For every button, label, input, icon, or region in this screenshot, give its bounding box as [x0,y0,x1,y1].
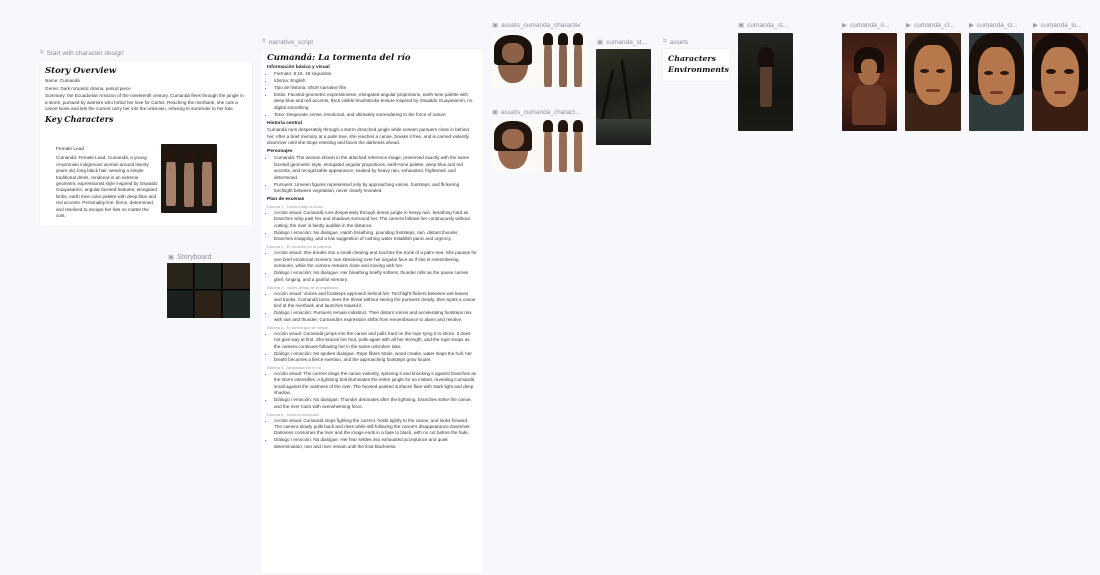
list-item: • Acción visual: Cumandá runs desperately through dense jungle in heavy rain, breathing hard as branches whip past her and shadows surround her. The camera follows her continuously without cutting; the river is faintly audible in the distance. [274,210,477,229]
video-3-label[interactable]: ▶ cumanda_cl... [969,21,1018,29]
video-3-thumbnail[interactable] [969,33,1024,131]
scene-items [267,331,477,364]
basic-info-list [267,71,477,118]
assets-character-2-label[interactable]: ▣ assets_cumanda_charact... [492,108,581,116]
video-1-label[interactable]: ▶ cumanda_ri... [842,21,890,29]
list-item: • Diálogo / emoción: No dialogue. Her fear settles into exhausted acceptance and quiet determination; rain and river remain until the final blackness. [274,437,477,450]
video-4-thumbnail[interactable] [1032,33,1088,131]
story-summary: Summary: the Ecuadorian Amazon of the nineteenth century, Cumandá flees through the jungle in a storm, pursued by warriors who forbid her love for Carlos. Reaching the riverbank, she cuts a canoe loose and lets the current carry her into the unknown, refusing to surrender to her fate. [45,93,244,111]
list-item: • Acción visual: Voices and footsteps approach behind her. Torchlight flickers between wet leaves and trunks. Cumandá turns, sees the threat without seeing the pursuers clearly, then spots a canoe tied at the riverbank and launches toward it. [274,291,477,310]
video-4-label[interactable]: ▶ cumanda_lo... [1033,21,1082,29]
story-overview-heading: Story Overview [45,66,117,76]
basic-info-heading: Información básica y visual [267,65,330,70]
list-item: • Diálogo / emoción: Pursuers remain indistinct. Their distant voices and accelerating footsteps mix with rain and thunder; Cumandá's expression shifts from remembrance to alarm and resolve. [274,310,477,323]
script-card[interactable] [261,49,483,573]
characters-list [267,155,477,194]
scene-title: Escena 1 - Carrera bajo la lluvia [267,204,323,210]
video-2-label[interactable]: ▶ cumanda_cl... [906,21,955,29]
lead-description: Cumandá: Female Lead, Cumandá, a young Amazonian indigenous woman around twenty years old, long black hair, wearing a simple traditional dress, rendered in an extreme geometric expressionist style inspired by Oswaldo Guayasamín, angular faceted features, elongated limbs, earth tone color palette with deep blue and red accents. Personality line: fierce, determined, and resolved to escape her fate no matter the cost. [56,155,158,219]
assets-character-2-image[interactable] [492,120,589,173]
scene-items [267,291,477,324]
scene-title: Escena 3 - Voces detrás de la vegetación [267,284,339,290]
scene-items [267,250,477,283]
scene-title: Escena 4 - El control que se rompe [267,324,328,330]
cumanda-st-label[interactable]: ▣ cumanda_st... [597,38,647,46]
scene-items [267,418,477,451]
video-play-icon: ▶ [906,22,911,29]
lead-character-image[interactable] [161,144,217,213]
assets-environments-link[interactable]: Environments [668,65,729,74]
characters-heading: Personajes [267,149,293,155]
storyboard-label[interactable]: ▣ Storyboard [168,253,212,261]
image-icon: ▣ [738,22,745,29]
image-icon: ▣ [492,22,499,29]
list-item: • Diálogo / emoción: No dialogue. Harsh breathing, pounding footsteps, rain, distant thunder, branches snapping, and a low suggestion of rushing water establish panic and urgency. [274,230,477,243]
video-play-icon: ▶ [1033,22,1038,29]
video-1-thumbnail[interactable] [842,33,897,131]
image-icon: ▣ [492,109,499,116]
node-grid-icon: ⌗ [40,49,44,56]
list-item: • Diálogo / emoción: No spoken dialogue. Rope fibers strain, wood creaks, water slaps the hull, her breath becomes a fierce exertion, and the approaching footsteps grow louder. [274,351,477,364]
central-story-heading: Historia central [267,121,302,127]
list-item: • Tipo de historia: Short narrative film [274,85,477,91]
list-item: • Diálogo / emoción: No dialogue. Her breathing briefly softens; thunder rolls as the pause carries grief, longing, and a painful memory. [274,270,477,283]
list-item: • Acción visual: Cumandá jumps into the canoe and pulls hard on the rope tying it to shore. It does not give way at first. She braces her foot, pulls again with all her strength, and the rope snaps as the camera continues following her in the same unbroken take. [274,331,477,350]
list-item: • Acción visual: She breaks into a small clearing and touches the trunk of a palm tree. She pauses for one brief emotional moment, rain streaming over her angular face as if she is remembering someone, while the camera remains close and moving with her. [274,250,477,269]
start-node-label[interactable]: ⌗ Start with character design [40,49,124,57]
list-item: • Pursuers: Unseen figures represented only by approaching voices, footsteps, and flickering torchlight between vegetation; never clearly revealed. [274,182,477,195]
node-grid-icon: ⌗ [262,38,266,45]
scene-title: Escena 2 - El recuerdo en la palmera [267,244,332,250]
key-characters-heading: Key Characters [45,114,114,125]
storyboard-image[interactable] [167,263,250,318]
node-grid-icon: ⌗ [663,38,667,45]
scenes-heading: Plan de escenas [267,197,305,203]
video-play-icon: ▶ [969,22,974,29]
assets-character-1-image[interactable] [492,33,589,88]
assets-characters-link[interactable]: Characters [668,54,716,63]
list-item: • Estilo: Faceted geometric expressionism, elongated angular proportions, earth-tone palette with deep blue and red accents, thick visible brushstroke texture inspired by Oswaldo Guayasamín, no digital smoothing [274,92,477,111]
central-story-text: Cumandá runs desperately through a storm-drenched jungle while unseen pursuers close in behind her. After a brief memory at a palm tree, she reaches a canoe, breaks it free, and is carried violently downriver until she stops resisting and faces the darkness ahead. [267,127,469,146]
video-play-icon: ▶ [842,22,847,29]
scene-items [267,210,477,243]
cumanda-st-2-image[interactable] [738,33,793,131]
list-item: • Acción visual: Cumandá stops fighting the current, holds tightly to the canoe, and looks forward. The camera slowly pulls back and rises while still following the canoe's disappearance downriver. Darkness consumes the river and the image ends in a fade to black, with no cut before the fade. [274,418,477,437]
list-item: • Cumandá: The woman shown in the attached reference image, preserved exactly with the same faceted geometric style, elongated angular proportions, earth-tone palette, deep blue and red accents, and recognizable appearance, soaked by heavy rain, exhausted, frightened, and determined. [274,155,477,181]
story-name: Name: Cumandá [45,78,80,83]
script-node-label[interactable]: ⌗ narrative_script [262,38,314,46]
image-icon: ▣ [168,254,175,261]
scene-title: Escena 6 - Hacia lo oscuridad [267,411,319,417]
cumanda-st-image[interactable] [596,49,651,145]
assets-character-1-label[interactable]: ▣ assets_cumanda_character [492,21,582,29]
cumanda-st-2-label[interactable]: ▣ cumanda_st... [738,21,788,29]
story-genre: Genre: Dark romantic drama, period piece [45,85,131,91]
assets-folder-label[interactable]: ⌗ assets [663,38,689,46]
list-item: • Formato: 9:16, 48 segundos [274,71,477,77]
list-item: • Acción visual: The current drags the canoe violently, spinning it and knocking it against branches as the storm intensifies. A lightning bolt illuminates the entire jungle for an instant, revealing Cumandá small against the vastness of the river. The faceted painted surfaces flare with stark light and deep shadow. [274,371,477,397]
video-2-thumbnail[interactable] [905,33,961,131]
list-item: • Idioma: English [274,78,477,84]
list-item: • Tono: Desperate, tense, emotional, and ultimately surrendering to the force of nature [274,112,477,118]
lead-character-block [56,147,158,221]
lead-role: Female Lead [56,147,84,152]
scene-title: Escena 5 - Arrastrada por el río [267,364,322,370]
scenes-container [267,204,477,450]
image-icon: ▣ [597,39,604,46]
list-item: • Diálogo / emoción: No dialogue. Thunder detonates after the lightning, branches strike the canoe, and the river roars with overwhelming force. [274,397,477,410]
script-title: Cumandá: La tormenta del río [267,53,411,63]
scene-items [267,371,477,410]
assets-folder-card[interactable] [663,49,730,81]
